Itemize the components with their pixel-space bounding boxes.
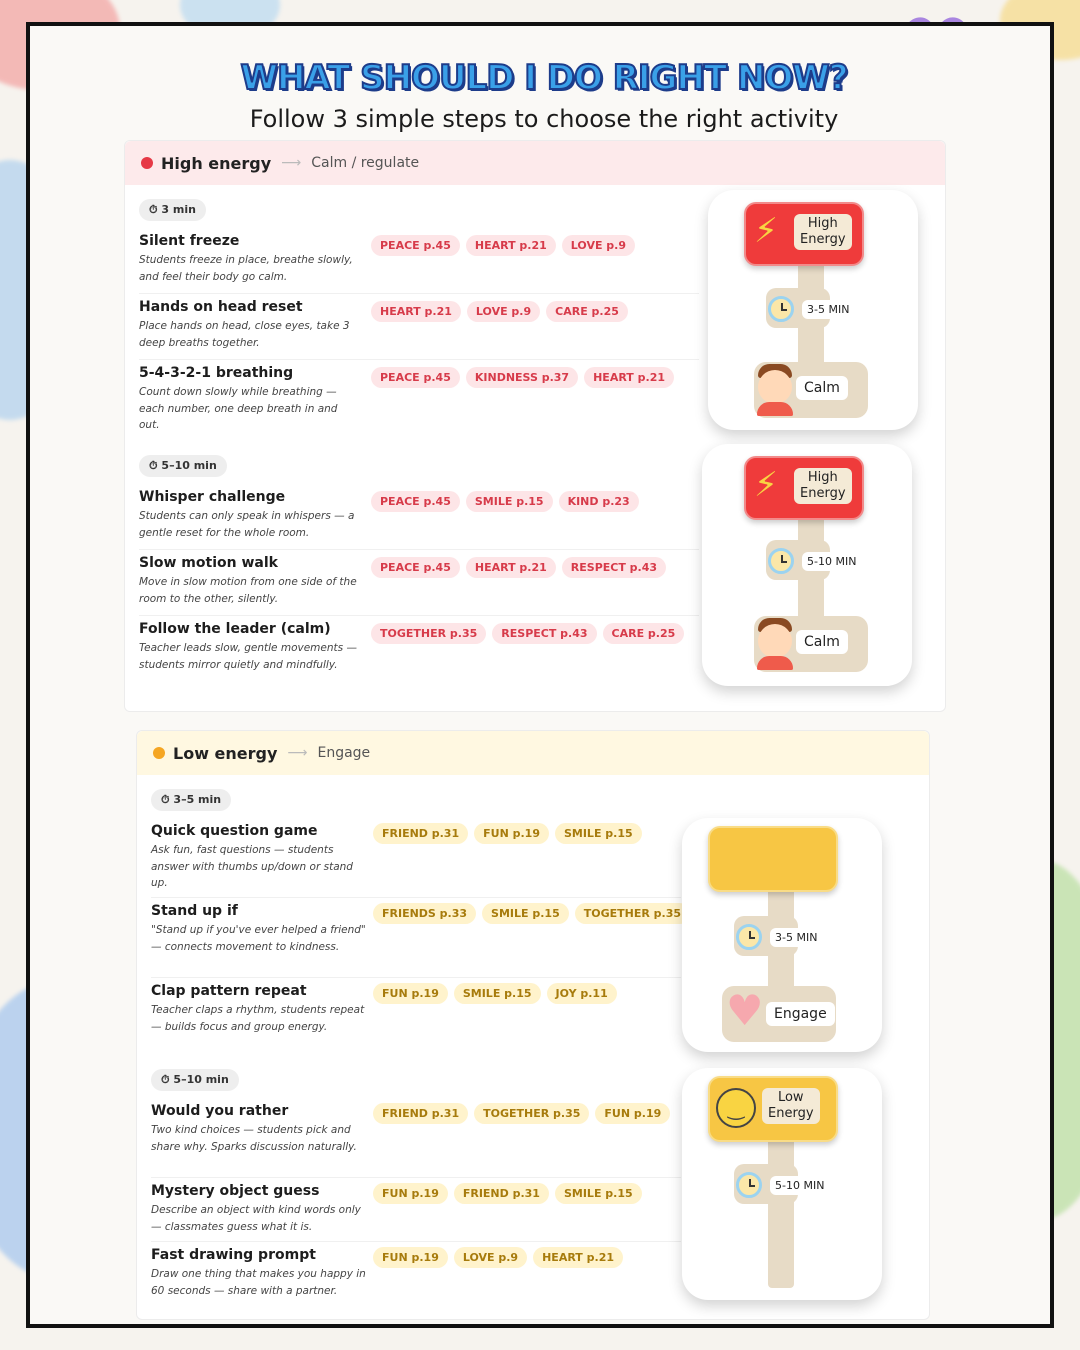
activity-item xyxy=(139,299,359,351)
tag[interactable]: RESPECT p.43 xyxy=(562,557,666,578)
activity-name: Silent freeze xyxy=(139,233,240,249)
tag[interactable]: SMILE p.15 xyxy=(482,903,569,924)
time-label: 3-5 MIN xyxy=(802,300,854,319)
high-energy-box xyxy=(744,456,864,520)
activity-item xyxy=(151,1247,371,1299)
tag-list xyxy=(373,823,642,844)
result-label: Calm xyxy=(796,376,848,400)
tag[interactable]: SMILE p.15 xyxy=(555,1183,642,1204)
tag-list xyxy=(371,623,684,644)
divider xyxy=(139,359,699,360)
tag[interactable]: FUN p.19 xyxy=(373,1247,448,1268)
tag[interactable]: SMILE p.15 xyxy=(454,983,541,1004)
tag[interactable]: SMILE p.15 xyxy=(555,823,642,844)
activity-item xyxy=(151,823,371,892)
status-dot xyxy=(141,157,153,169)
time-chip xyxy=(151,789,231,811)
divider xyxy=(151,897,681,898)
activity-name: Would you rather xyxy=(151,1103,289,1119)
clock-icon: ⏱ xyxy=(161,1073,174,1086)
activity-desc: Ask fun, fast questions — students answer with thumbs up/down or stand up. xyxy=(151,844,353,889)
divider xyxy=(139,293,699,294)
tag-list xyxy=(373,1103,670,1124)
tag-list xyxy=(373,903,690,924)
low-energy-header xyxy=(137,731,929,775)
tag-list xyxy=(371,367,674,388)
activity-desc: Two kind choices — students pick and share why. Sparks discussion naturally. xyxy=(151,1124,357,1153)
activity-desc: Teacher leads slow, gentle movements — students mirror quietly and mindfully. xyxy=(139,642,357,671)
activity-item xyxy=(139,233,359,285)
divider xyxy=(151,1241,681,1242)
arrow-right-icon: ⟶ xyxy=(287,745,308,761)
time-label: 3-5 MIN xyxy=(770,928,822,947)
tag-list xyxy=(373,983,617,1004)
poster-frame xyxy=(26,22,1054,1328)
result-label: Calm xyxy=(796,630,848,654)
tag[interactable]: CARE p.25 xyxy=(603,623,685,644)
activity-item xyxy=(151,903,371,955)
page-subtitle: Follow 3 simple steps to choose the right activity xyxy=(249,105,839,134)
tag[interactable]: HEART p.21 xyxy=(466,557,556,578)
activity-name: Slow motion walk xyxy=(139,555,278,571)
activity-item xyxy=(151,1103,371,1155)
activity-item xyxy=(151,983,371,1035)
tag[interactable]: HEART p.21 xyxy=(371,301,461,322)
activity-item xyxy=(139,365,359,434)
activity-item xyxy=(139,489,359,541)
activity-desc: Count down slowly while breathing — each number, one deep breath in and out. xyxy=(139,386,338,431)
low-energy-box xyxy=(708,826,838,892)
activity-name: Whisper challenge xyxy=(139,489,286,505)
flow-stick xyxy=(768,1128,794,1288)
clock-icon: ⏱ xyxy=(161,793,174,806)
activity-item xyxy=(151,1183,371,1235)
flow-card-low-2 xyxy=(682,1068,882,1300)
calm-child-shirt xyxy=(757,656,793,670)
smiley-icon: ‿ xyxy=(716,1088,756,1128)
page-title: WHAT SHOULD I DO RIGHT NOW? xyxy=(240,58,848,98)
tag[interactable]: FRIEND p.31 xyxy=(373,1103,468,1124)
tag[interactable]: JOY p.11 xyxy=(547,983,617,1004)
tag-list xyxy=(373,1247,623,1268)
high-energy-box xyxy=(744,202,864,266)
clock-icon: ⏱ xyxy=(149,459,162,472)
activity-desc: "Stand up if you've ever helped a friend" — connects movement to kindness. xyxy=(151,924,366,953)
divider xyxy=(139,549,699,550)
high-energy-header xyxy=(125,141,945,185)
header xyxy=(30,60,1054,133)
time-chip-label: 3–5 min xyxy=(173,793,222,806)
activity-name: 5-4-3-2-1 breathing xyxy=(139,365,294,381)
activity-name: Mystery object guess xyxy=(151,1183,320,1199)
tag[interactable]: TOGETHER p.35 xyxy=(371,623,486,644)
arrow-right-icon: ⟶ xyxy=(281,155,302,171)
activity-name: Quick question game xyxy=(151,823,318,839)
section-target: Calm / regulate xyxy=(311,155,420,171)
clock-icon xyxy=(736,1172,762,1198)
heart-icon: ♥ xyxy=(726,986,764,1035)
status-dot xyxy=(153,747,165,759)
activity-name: Hands on head reset xyxy=(139,299,303,315)
tag[interactable]: CARE p.25 xyxy=(546,301,628,322)
tag[interactable]: TOGETHER p.35 xyxy=(474,1103,589,1124)
flow-card-high-1 xyxy=(708,190,918,430)
tag[interactable]: FRIEND p.31 xyxy=(373,823,468,844)
tag[interactable]: PEACE p.45 xyxy=(371,235,460,256)
activity-desc: Students can only speak in whispers — a gentle reset for the whole room. xyxy=(139,510,355,539)
section-title: High energy xyxy=(161,153,272,173)
section-title: Low energy xyxy=(173,743,278,763)
divider xyxy=(151,1177,681,1178)
lightning-icon: ⚡ xyxy=(754,465,778,505)
clock-icon xyxy=(768,296,794,322)
tag[interactable]: PEACE p.45 xyxy=(371,557,460,578)
tag[interactable]: FUN p.19 xyxy=(373,983,448,1004)
activity-name: Clap pattern repeat xyxy=(151,983,307,999)
tag[interactable]: TOGETHER p.35 xyxy=(575,903,690,924)
calm-child-face xyxy=(758,370,792,404)
clock-icon xyxy=(768,548,794,574)
tag-list xyxy=(371,301,628,322)
time-label: 5-10 MIN xyxy=(770,1176,829,1195)
activity-item xyxy=(139,621,359,673)
tag[interactable]: FRIENDS p.33 xyxy=(373,903,476,924)
activity-desc: Move in slow motion from one side of the room to the other, silently. xyxy=(139,576,357,605)
activity-desc: Teacher claps a rhythm, students repeat — builds focus and group energy. xyxy=(151,1004,365,1033)
activity-desc: Draw one thing that makes you happy in 60 seconds — share with a partner. xyxy=(151,1268,366,1297)
tag[interactable]: HEART p.21 xyxy=(584,367,674,388)
tag-list xyxy=(371,557,666,578)
flow-card-low-1 xyxy=(682,818,882,1052)
activity-desc: Describe an object with kind words only — classmates guess what it is. xyxy=(151,1204,361,1233)
tag[interactable]: HEART p.21 xyxy=(466,235,556,256)
tag[interactable]: SMILE p.15 xyxy=(466,491,553,512)
tag[interactable]: FRIEND p.31 xyxy=(454,1183,549,1204)
lightning-icon: ⚡ xyxy=(754,211,778,251)
divider xyxy=(139,615,699,616)
clock-icon: ⏱ xyxy=(149,203,162,216)
tag[interactable]: FUN p.19 xyxy=(373,1183,448,1204)
tag[interactable]: KINDNESS p.37 xyxy=(466,367,578,388)
tag[interactable]: LOVE p.9 xyxy=(454,1247,527,1268)
tag-list xyxy=(371,235,635,256)
activity-name: Fast drawing prompt xyxy=(151,1247,316,1263)
energy-label xyxy=(754,842,766,846)
activity-desc: Students freeze in place, breathe slowly, and feel their body go calm. xyxy=(139,254,353,283)
calm-child-shirt xyxy=(757,402,793,416)
tag[interactable]: FUN p.19 xyxy=(474,823,549,844)
energy-label: High Energy xyxy=(794,214,852,250)
energy-label: High Energy xyxy=(794,468,852,504)
tag-list xyxy=(371,491,639,512)
clock-icon xyxy=(736,924,762,950)
section-target: Engage xyxy=(317,745,371,761)
activity-desc: Place hands on head, close eyes, take 3 deep breaths together. xyxy=(139,320,350,349)
activity-item xyxy=(139,555,359,607)
time-chip xyxy=(139,199,206,221)
tag[interactable]: FUN p.19 xyxy=(595,1103,670,1124)
tag[interactable]: PEACE p.45 xyxy=(371,491,460,512)
tag[interactable]: LOVE p.9 xyxy=(467,301,540,322)
tag[interactable]: LOVE p.9 xyxy=(562,235,635,256)
tag[interactable]: HEART p.21 xyxy=(533,1247,623,1268)
activity-name: Follow the leader (calm) xyxy=(139,621,331,637)
time-chip-label: 3 min xyxy=(161,203,196,216)
tag[interactable]: KIND p.23 xyxy=(559,491,639,512)
time-label: 5-10 MIN xyxy=(802,552,861,571)
tag[interactable]: PEACE p.45 xyxy=(371,367,460,388)
low-energy-box xyxy=(708,1076,838,1142)
tag[interactable]: RESPECT p.43 xyxy=(492,623,596,644)
divider xyxy=(151,977,681,978)
time-chip xyxy=(139,455,227,477)
time-chip-label: 5–10 min xyxy=(161,459,217,472)
time-chip-label: 5–10 min xyxy=(173,1073,229,1086)
tag-list xyxy=(373,1183,642,1204)
result-label: Engage xyxy=(766,1002,835,1026)
calm-child-face xyxy=(758,624,792,658)
flow-card-high-2 xyxy=(702,444,912,686)
energy-label: Low Energy xyxy=(762,1088,820,1124)
time-chip xyxy=(151,1069,239,1091)
activity-name: Stand up if xyxy=(151,903,238,919)
